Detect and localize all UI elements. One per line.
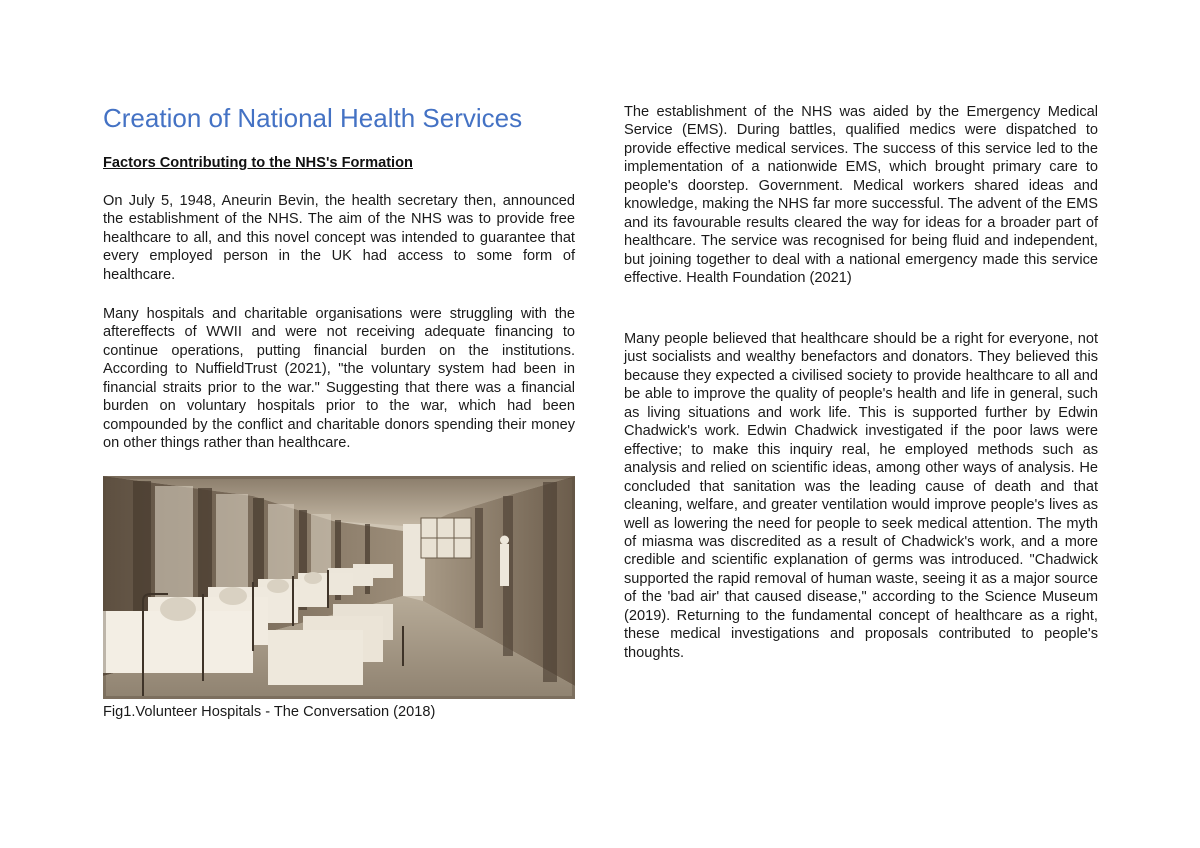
paragraph-bevin-announcement: On July 5, 1948, Aneurin Bevin, the health secretary then, announced the establishment of the NHS. The aim of the NHS was to provide free healthcare to all, and this novel concept was intended to guarantee that every employed person in the UK had access to some form of healthcare. [103, 193, 575, 283]
page-title: Creation of National Health Services [103, 103, 523, 133]
hospital-ward-photo [103, 476, 575, 699]
hospital-ward-illustration [103, 476, 575, 699]
section-heading: Factors Contributing to the NHS's Formation [103, 155, 413, 171]
figure-caption: Fig1.Volunteer Hospitals - The Conversation (2018) [103, 704, 436, 720]
paragraph-healthcare-right: Many people believed that healthcare should be a right for everyone, not just socialists and wealthy benefactors and donators. They believed this because they expected a civilised society to provide healthcare to all and be able to improve the quality of people's health and life in general, such as living situations and work life. This is supported further by Edwin Chadwick's work. Edwin Chadwick investigated if the poor laws were effective; to make this inquiry real, he employed methods such as analysis and relied on scientific ideas, among other ways of analysis. He concluded that sanitation was the leading cause of death and that cleaning, welfare, and greater ventilation would improve people's lives as well as lowering the need for people to seek medical attention. The myth of miasma was discredited as a result of Chadwick's work, and a more credible and scientific explanation of germs was introduced. "Chadwick supported the rapid removal of human waste, seeing it as a major source of the 'bad air' that caused disease," according to the Science Museum (2019). Returning to the fundamental concept of healthcare as a right, these medical investigations and proposals contributed to people's thoughts. [624, 331, 1098, 661]
paragraph-financial-burden: Many hospitals and charitable organisations were struggling with the aftereffects of WWII and were not receiving adequate financing to continue operations, putting financial burden on the institutions. According to NuffieldTrust (2021), "the voluntary system had been in financial straits prior to the war." Suggesting that there was a financial burden on voluntary hospitals prior to the war, which had been compounded by the conflict and charitable donors spending their money on other things rather than healthcare. [103, 306, 575, 452]
paragraph-ems: The establishment of the NHS was aided by the Emergency Medical Service (EMS). During battles, qualified medics were dispatched to provide effective medical services. The success of this service led to the implementation of a nationwide EMS, which brought primary care to people's doorstep. Government. Medical workers shared ideas and knowledge, making the NHS far more successful. The advent of the EMS and its favourable results cleared the way for ideas for a broader part of healthcare. The service was recognised for being fluid and independent, but joining together to deal with a national emergency made this service effective. Health Foundation (2021) [624, 104, 1098, 287]
